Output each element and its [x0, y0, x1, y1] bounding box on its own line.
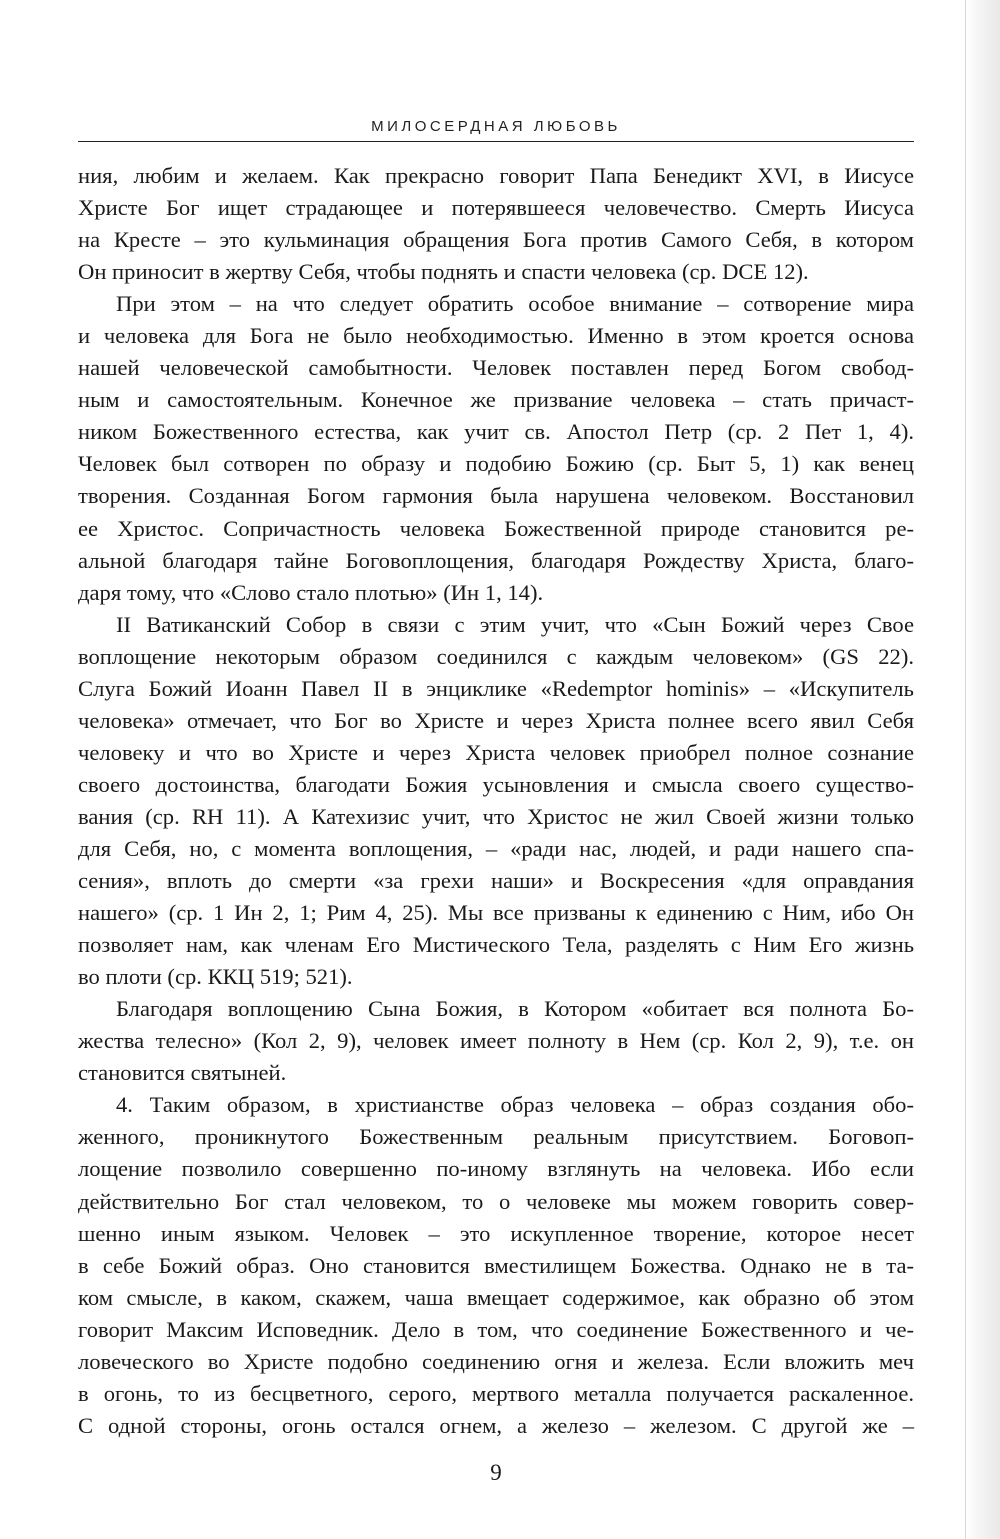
- text-line: становится святыней.: [78, 1060, 287, 1086]
- text-line: При этом – на что следует обратить особое внимание – сотворение мира: [116, 291, 914, 317]
- text-line: в себе Божий образ. Оно становится вместилищем Божества. Однако не в та-: [78, 1252, 914, 1278]
- text-line: Он приносит в жертву Себя, чтобы поднять и спасти человека (ср. DCE 12).: [78, 259, 809, 285]
- text-line: жества телесно» (Кол 2, 9), человек имеет полноту в Нем (ср. Кол 2, 9), т.е. он: [78, 1028, 914, 1054]
- text-line: 4. Таким образом, в христианстве образ человека – образ создания обо-: [116, 1092, 914, 1118]
- header-rule: [78, 141, 914, 142]
- text-line: Слуга Божий Иоанн Павел II в энциклике «Redemptor hominis» – «Искупитель: [78, 675, 914, 701]
- text-line: нашей человеческой самобытности. Человек поставлен перед Богом свобод-: [78, 355, 914, 381]
- text-line: человеку и что во Христе и через Христа человек приобрел полное сознание: [78, 739, 914, 765]
- text-line: ником Божественного естества, как учит св. Апостол Петр (ср. 2 Пет 1, 4).: [78, 419, 914, 445]
- text-line: воплощение некоторым образом соединился с каждым человеком» (GS 22).: [78, 643, 914, 669]
- text-line: в огонь, то из бесцветного, серого, мертвого металла получается раскаленное.: [78, 1380, 914, 1406]
- text-line: альной благодаря тайне Боговоплощения, благодаря Рождеству Христа, благо-: [78, 547, 914, 573]
- text-line: С одной стороны, огонь остался огнем, а железо – железом. С другой же –: [78, 1412, 914, 1438]
- text-line: на Кресте – это кульминация обращения Бога против Самого Себя, в котором: [78, 227, 914, 253]
- text-line: ным и самостоятельным. Конечное же призвание человека – стать причаст-: [78, 387, 914, 413]
- text-line: женного, проникнутого Божественным реальным присутствием. Боговоп-: [78, 1124, 914, 1150]
- text-body: [78, 160, 914, 1442]
- text-line: ловеческого во Христе подобно соединению огня и железа. Если вложить меч: [78, 1348, 914, 1374]
- text-line: позволяет нам, как членам Его Мистического Тела, разделять с Ним Его жизнь: [78, 932, 914, 958]
- text-line: и человека для Бога не было необходимостью. Именно в этом кроется основа: [78, 323, 914, 349]
- text-line: говорит Максим Исповедник. Дело в том, что соединение Божественного и че-: [78, 1316, 914, 1342]
- text-line: лощение позволило совершенно по-иному взглянуть на человека. Ибо если: [78, 1156, 914, 1182]
- paragraph-5: [78, 1089, 914, 1442]
- text-line: человека» отмечает, что Бог во Христе и через Христа полнее всего явил Себя: [78, 707, 914, 733]
- paragraph-3: [78, 609, 914, 994]
- text-line: ния, любим и желаем. Как прекрасно говорит Папа Бенедикт XVI, в Иисусе: [78, 163, 914, 188]
- text-line: Благодаря воплощению Сына Божия, в Котором «обитает вся полнота Бо-: [116, 996, 914, 1022]
- text-line: даря тому, что «Слово стало плотью» (Ин 1, 14).: [78, 579, 544, 605]
- text-line: ком смысле, в каком, скажем, чаша вмещает содержимое, как образно об этом: [78, 1284, 914, 1310]
- paragraph-1: [78, 160, 914, 288]
- running-head: МИЛОСЕРДНАЯ ЛЮБОВЬ: [371, 118, 621, 135]
- text-line: своего достоинства, благодати Божия усыновления и смысла своего существо-: [78, 771, 914, 797]
- page-number: 9: [490, 1460, 502, 1485]
- paragraph-2: [78, 288, 914, 608]
- text-line: вания (ср. RH 11). А Катехизис учит, что Христос не жил Своей жизни только: [78, 803, 914, 829]
- text-line: нашего» (ср. 1 Ин 2, 1; Рим 4, 25). Мы все призваны к единению с Ним, ибо Он: [78, 900, 914, 926]
- text-line: действительно Бог стал человеком, то о человеке мы можем говорить совер-: [78, 1188, 914, 1214]
- text-line: творения. Созданная Богом гармония была нарушена человеком. Восстановил: [78, 483, 914, 509]
- text-line: шенно иным языком. Человек – это искупленное творение, которое несет: [78, 1220, 914, 1246]
- text-line: для Себя, но, с момента воплощения, – «ради нас, людей, и ради нашего спа-: [78, 835, 914, 861]
- paragraph-4: [78, 993, 914, 1089]
- text-line: Христе Бог ищет страдающее и потерявшееся человечество. Смерть Иисуса: [78, 195, 914, 221]
- text-line: ее Христос. Сопричастность человека Божественной природе становится ре-: [78, 515, 914, 541]
- page-edge-shadow: [965, 0, 1000, 1539]
- text-line: Человек был сотворен по образу и подобию Божию (ср. Быт 5, 1) как венец: [78, 451, 914, 477]
- text-line: во плоти (ср. ККЦ 519; 521).: [78, 964, 353, 990]
- text-line: сения», вплоть до смерти «за грехи наши» и Воскресения «для оправдания: [78, 868, 914, 894]
- text-line: II Ватиканский Собор в связи с этим учит, что «Сын Божий через Свое: [116, 611, 914, 637]
